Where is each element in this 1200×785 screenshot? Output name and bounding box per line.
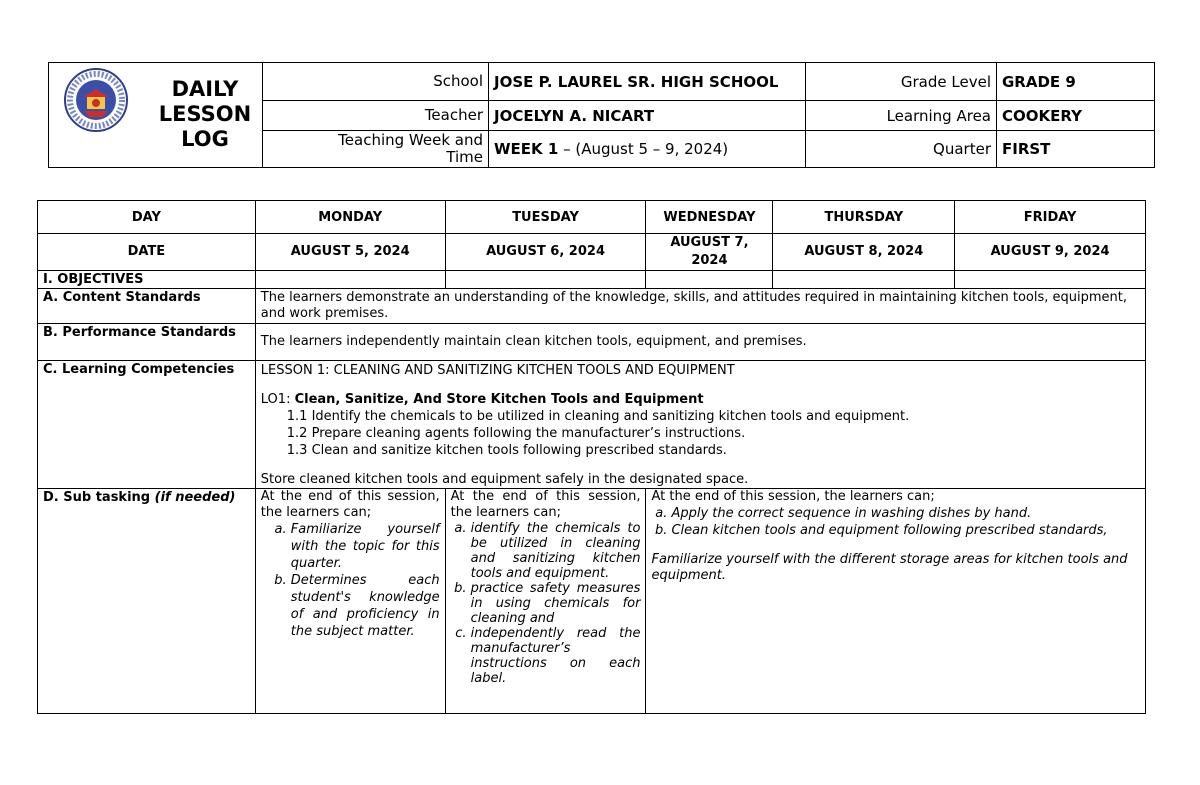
lo-title: Clean, Sanitize, And Store Kitchen Tools and Equipment — [294, 392, 704, 407]
lo-prefix: LO1: — [260, 392, 295, 407]
sub-task-item: a. identify the chemicals to be utilized in cleaning and sanitizing kitchen tools and equipment. — [471, 521, 641, 581]
day-thursday: THURSDAY — [773, 201, 955, 234]
learning-competencies-text — [255, 361, 1145, 489]
content-standards-row — [38, 289, 1146, 324]
sub-tasking-note: (if needed) — [154, 490, 236, 505]
session-intro: At the end of this session, the learners can; — [651, 489, 935, 504]
learning-competencies-label: C. Learning Competencies — [38, 361, 256, 489]
sub-task-item: b. Clean kitchen tools and equipment following prescribed standards, — [671, 522, 1140, 539]
learning-outcome — [261, 391, 1140, 408]
title-line: DAILY — [171, 77, 239, 101]
learning-competencies-row — [38, 361, 1146, 489]
store-text: Store cleaned kitchen tools and equipment safely in the designated space. — [260, 472, 749, 487]
date-monday: AUGUST 5, 2024 — [255, 234, 445, 271]
objectives-cell — [773, 271, 955, 289]
sub-task-item: b. Determines each student's knowledge of and proficiency in the subject matter. — [291, 572, 440, 640]
daily-lesson-log-title — [151, 77, 259, 152]
day-friday: FRIDAY — [955, 201, 1146, 234]
day-tuesday: TUESDAY — [445, 201, 646, 234]
sub-tasking-row — [38, 489, 1146, 714]
objectives-cell — [445, 271, 646, 289]
title-line: LESSON — [158, 102, 252, 126]
performance-standards-text: The learners independently maintain clean kitchen tools, equipment, and premises. — [255, 324, 1145, 361]
lo-item: 1.3 Clean and sanitize kitchen tools following prescribed standards. — [286, 443, 727, 458]
objectives-cell — [646, 271, 773, 289]
sub-tasking-monday — [255, 489, 445, 714]
session-intro: At the end of this session, the learners can; — [260, 489, 440, 520]
date-thursday: AUGUST 8, 2024 — [773, 234, 955, 271]
grade-level-value: GRADE 9 — [997, 63, 1155, 101]
quarter-value: FIRST — [997, 131, 1155, 168]
date-label: DATE — [38, 234, 256, 271]
date-row — [38, 234, 1146, 271]
date-wednesday: AUGUST 7, 2024 — [646, 234, 773, 271]
sub-tasking-tuesday — [445, 489, 646, 714]
objectives-label: I. OBJECTIVES — [38, 271, 256, 289]
sub-tasking-title: D. Sub tasking — [43, 490, 151, 505]
storage-areas-text: Familiarize yourself with the different storage areas for kitchen tools and equipment. — [651, 552, 1128, 583]
day-monday: MONDAY — [255, 201, 445, 234]
teaching-week-value — [489, 131, 806, 168]
objectives-cell — [255, 271, 445, 289]
sub-task-item: a. Familiarize yourself with the topic for this quarter. — [291, 521, 440, 572]
teacher-label: Teacher — [263, 101, 489, 131]
date-tuesday: AUGUST 6, 2024 — [445, 234, 646, 271]
lesson-title: LESSON 1: CLEANING AND SANITIZING KITCHEN TOOLS AND EQUIPMENT — [260, 363, 735, 378]
day-row — [38, 201, 1146, 234]
header-logo-cell — [49, 63, 263, 168]
content-standards-label: A. Content Standards — [38, 289, 256, 324]
session-intro: At the end of this session, the learners can; — [450, 489, 641, 520]
performance-standards-row — [38, 324, 1146, 361]
date-friday: AUGUST 9, 2024 — [955, 234, 1146, 271]
objectives-cell — [955, 271, 1146, 289]
deped-seal-icon — [63, 67, 129, 133]
lo-item: 1.1 Identify the chemicals to be utilized in cleaning and sanitizing kitchen tools and equipment. — [286, 409, 910, 424]
day-wednesday: WEDNESDAY — [646, 201, 773, 234]
sub-task-item: c. independently read the manufacturer’s instructions on each label. — [471, 626, 641, 686]
sub-tasking-wed-fri — [646, 489, 1146, 714]
grade-level-label: Grade Level — [806, 63, 997, 101]
week-number: WEEK 1 — [494, 140, 559, 158]
lo-item: 1.2 Prepare cleaning agents following the manufacturer’s instructions. — [286, 426, 746, 441]
week-dates: – (August 5 – 9, 2024) — [558, 140, 729, 158]
objectives-row — [38, 271, 1146, 289]
quarter-label: Quarter — [806, 131, 997, 168]
school-value: JOSE P. LAUREL SR. HIGH SCHOOL — [489, 63, 806, 101]
performance-standards-label: B. Performance Standards — [38, 324, 256, 361]
content-standards-text: The learners demonstrate an understanding of the knowledge, skills, and attitudes required in maintaining kitchen tools, equipment, and work premises. — [255, 289, 1145, 324]
lesson-log-table — [37, 200, 1146, 714]
header-table — [48, 62, 1155, 168]
teacher-value: JOCELYN A. NICART — [489, 101, 806, 131]
day-label: DAY — [38, 201, 256, 234]
title-line: LOG — [181, 127, 229, 151]
sub-task-item: a. Apply the correct sequence in washing dishes by hand. — [671, 505, 1140, 522]
sub-tasking-label — [38, 489, 256, 714]
sub-task-item: b. practice safety measures in using chemicals for cleaning and — [471, 581, 641, 626]
teaching-week-label: Teaching Week and Time — [263, 131, 489, 168]
learning-area-label: Learning Area — [806, 101, 997, 131]
learning-area-value: COOKERY — [997, 101, 1155, 131]
school-label: School — [263, 63, 489, 101]
